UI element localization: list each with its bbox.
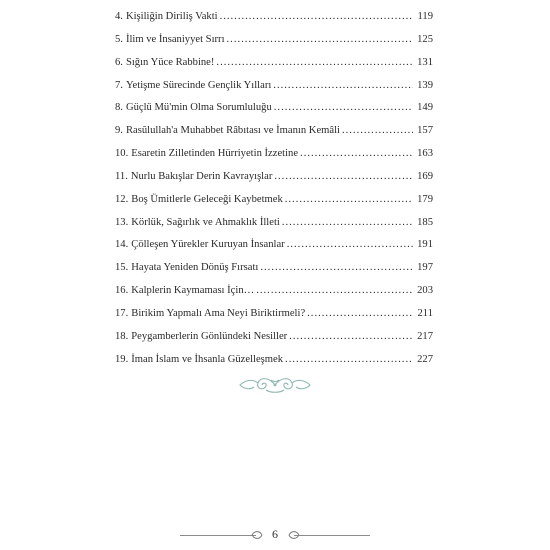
toc-entry-page: 185 <box>417 216 433 228</box>
dot-leader <box>227 34 413 45</box>
toc-entry-page: 217 <box>417 330 433 342</box>
toc-entry-title: Sığın Yüce Rabbine! <box>125 56 215 68</box>
toc-entry-number: 7. <box>115 79 123 91</box>
toc-entry-page: 131 <box>417 56 433 68</box>
toc-entry-number: 11. <box>115 170 128 182</box>
toc-entry-number: 13. <box>115 216 129 228</box>
toc-entry-page: 227 <box>417 353 433 365</box>
toc-entry-title: Birikim Yapmalı Ama Neyi Biriktirmeli? <box>131 307 306 319</box>
dot-leader <box>285 354 413 365</box>
toc-entry <box>115 194 433 217</box>
dot-leader <box>285 194 413 205</box>
toc-entry-title: Rasûlullah'a Muhabbet Râbıtası ve İmanın Kemâli <box>125 125 340 137</box>
dot-leader <box>273 80 413 91</box>
toc-entry-title: Güçlü Mü'min Olma Sorumluluğu <box>125 102 272 114</box>
dot-leader <box>300 148 413 159</box>
toc-entry-title: İman İslam ve İhsanla Güzelleşmek <box>131 353 284 365</box>
dot-leader <box>260 262 413 273</box>
toc-entry <box>115 285 433 308</box>
toc-entry-title: Nurlu Bakışlar Derin Kavrayışlar <box>130 170 273 182</box>
toc-entry-number: 17. <box>115 307 129 319</box>
toc-entry-page: 169 <box>417 170 433 182</box>
toc-entry <box>115 34 433 57</box>
footer-rule-left <box>180 535 256 536</box>
toc-entry <box>115 331 433 354</box>
toc-entry <box>115 80 433 103</box>
toc-entry-page: 149 <box>417 102 433 114</box>
toc-entry <box>115 148 433 171</box>
toc-entry-page: 119 <box>417 11 433 22</box>
toc-entry-number: 12. <box>115 193 129 205</box>
toc-entry-number: 4. <box>115 11 123 22</box>
toc-entry <box>115 239 433 262</box>
toc-entry-page: 211 <box>417 307 433 319</box>
toc-entry-title: Çölleşen Yürekler Kuruyan İnsanlar <box>131 239 285 251</box>
toc-entry-number: 14. <box>115 239 129 251</box>
page-number: 6 <box>272 527 278 541</box>
dot-leader <box>287 239 413 250</box>
toc-entry <box>115 125 433 148</box>
toc-entry-title: Körlük, Sağırlık ve Ahmaklık İlleti <box>131 216 280 228</box>
toc-entry <box>115 11 433 34</box>
dot-leader <box>274 171 413 182</box>
toc-entry-number: 8. <box>115 102 123 114</box>
toc-entry <box>115 171 433 194</box>
toc-entry-number: 16. <box>115 285 129 297</box>
toc-entry <box>115 262 433 285</box>
toc-entry-title: Boş Ümitlerle Geleceği Kaybetmek <box>131 193 283 205</box>
toc-entry <box>115 308 433 331</box>
table-of-contents <box>115 11 433 377</box>
toc-entry-title: Esaretin Zilletinden Hürriyetin İzzetine <box>131 148 299 160</box>
toc-entry <box>115 102 433 125</box>
toc-entry <box>115 57 433 80</box>
toc-entry-page: 191 <box>417 239 433 251</box>
dot-leader <box>220 11 413 22</box>
toc-entry-number: 18. <box>115 330 129 342</box>
toc-entry-page: 197 <box>417 262 433 274</box>
toc-entry-number: 15. <box>115 262 129 274</box>
toc-entry-title: Kişiliğin Diriliş Vakti <box>125 11 218 22</box>
dot-leader <box>289 331 413 342</box>
toc-entry-page: 157 <box>417 125 433 137</box>
toc-entry-number: 19. <box>115 353 129 365</box>
toc-entry-page: 125 <box>417 33 433 45</box>
toc-entry <box>115 217 433 240</box>
toc-entry-number: 6. <box>115 56 123 68</box>
dot-leader <box>274 102 413 113</box>
toc-entry-number: 5. <box>115 33 123 45</box>
toc-entry-title: Hayata Yeniden Dönüş Fırsatı <box>131 262 259 274</box>
floral-scroll-ornament-icon <box>236 374 314 396</box>
dot-leader <box>282 217 413 228</box>
toc-entry-page: 203 <box>417 285 433 297</box>
footer-rule-right <box>294 535 370 536</box>
toc-entry-title: Kalplerin Kaymaması İçin… <box>131 285 255 297</box>
toc-entry-page: 139 <box>417 79 433 91</box>
toc-entry-title: İlim ve İnsaniyyet Sırrı <box>125 33 225 45</box>
dot-leader <box>216 57 413 68</box>
toc-entry-number: 10. <box>115 148 129 160</box>
toc-entry-title: Yetişme Sürecinde Gençlik Yılları <box>125 79 272 91</box>
toc-entry-number: 9. <box>115 125 123 137</box>
toc-entry-title: Peygamberlerin Gönlündeki Nesiller <box>131 330 288 342</box>
dot-leader <box>342 125 413 136</box>
toc-entry-page: 163 <box>417 148 433 160</box>
dot-leader <box>307 308 413 319</box>
toc-entry-page: 179 <box>417 193 433 205</box>
dot-leader <box>256 285 413 296</box>
